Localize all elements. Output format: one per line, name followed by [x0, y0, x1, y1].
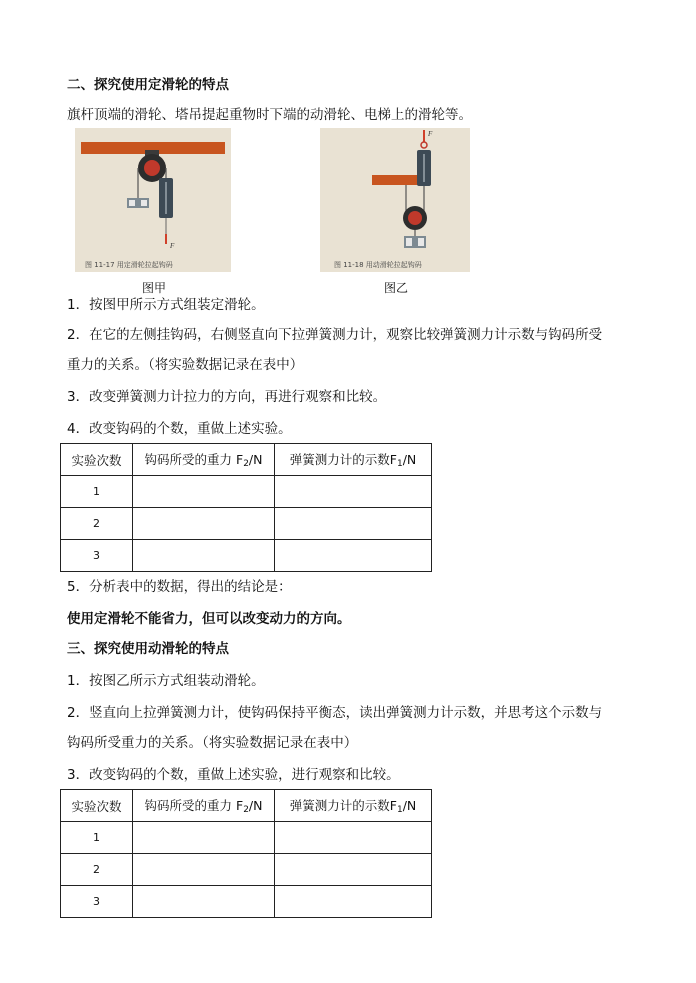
movable-pulley-table	[60, 789, 432, 918]
weight-cell[interactable]	[133, 540, 275, 572]
section3-step-1: 1．按图乙所示方式组装动滑轮。	[67, 673, 265, 689]
reading-cell[interactable]	[275, 886, 432, 918]
section3-step-2: 2．竖直向上拉弹簧测力计，使钩码保持平衡态，读出弹簧测力计示数，并思考这个示数与	[67, 705, 603, 721]
section2-step-1: 1．按图甲所示方式组装定滑轮。	[67, 297, 265, 313]
figure-b-caption: 图乙	[384, 281, 409, 295]
reading-cell[interactable]	[275, 476, 432, 508]
fixed-pulley-illustration	[75, 128, 231, 272]
movable-pulley-illustration	[320, 128, 470, 272]
weight-cell[interactable]	[133, 854, 275, 886]
header-trial: 实验次数	[61, 790, 133, 822]
weight-cell[interactable]	[133, 886, 275, 918]
table-header-row	[61, 444, 432, 476]
header-reading-text: 弹簧测力计的示数F	[289, 798, 397, 813]
section2-step-3: 3．改变弹簧测力计拉力的方向，再进行观察和比较。	[67, 389, 387, 405]
figure-movable-pulley	[320, 128, 470, 272]
table-header-row	[61, 790, 432, 822]
header-weight	[133, 444, 275, 476]
header-weight-unit: /N	[248, 452, 263, 467]
table-row	[61, 508, 432, 540]
weight-cell[interactable]	[133, 822, 275, 854]
table-row	[61, 886, 432, 918]
header-weight-text: 钩码所受的重力 F	[144, 798, 244, 813]
figure-fixed-pulley	[75, 128, 231, 272]
header-reading-text: 弹簧测力计的示数F	[289, 452, 397, 467]
trial-number: 2	[61, 508, 133, 540]
table-row	[61, 854, 432, 886]
section3-step-3: 3．改变钩码的个数，重做上述实验，进行观察和比较。	[67, 767, 400, 783]
section2-conclusion: 使用定滑轮不能省力，但可以改变动力的方向。	[67, 611, 351, 627]
header-weight-sub: 2	[243, 459, 249, 469]
trial-number: 3	[61, 540, 133, 572]
figure-b-inner-label: 图 11-18 用动滑轮拉起钩码	[334, 261, 422, 269]
section2-title: 二、探究使用定滑轮的特点	[67, 77, 229, 93]
section2-step-4: 4．改变钩码的个数，重做上述实验。	[67, 421, 292, 437]
header-reading	[275, 790, 432, 822]
force-label-b: F	[428, 130, 433, 138]
fixed-pulley-table	[60, 443, 432, 572]
trial-number: 1	[61, 476, 133, 508]
reading-cell[interactable]	[275, 822, 432, 854]
reading-cell[interactable]	[275, 854, 432, 886]
header-weight-text: 钩码所受的重力 F	[144, 452, 244, 467]
force-label-a: F	[170, 242, 175, 250]
header-weight	[133, 790, 275, 822]
header-reading-unit: /N	[402, 798, 417, 813]
section2-step-2-cont: 重力的关系。（将实验数据记录在表中）	[67, 357, 304, 373]
reading-cell[interactable]	[275, 540, 432, 572]
trial-number: 3	[61, 886, 133, 918]
header-reading	[275, 444, 432, 476]
table-row	[61, 822, 432, 854]
header-trial: 实验次数	[61, 444, 133, 476]
header-weight-sub: 2	[243, 805, 249, 815]
weight-cell[interactable]	[133, 508, 275, 540]
header-reading-sub: 1	[396, 459, 403, 469]
weight-cell[interactable]	[133, 476, 275, 508]
table-row	[61, 476, 432, 508]
trial-number: 2	[61, 854, 133, 886]
section2-step-5: 5．分析表中的数据，得出的结论是：	[67, 579, 292, 595]
reading-cell[interactable]	[275, 508, 432, 540]
figure-a-inner-label: 图 11-17 用定滑轮拉起钩码	[85, 261, 173, 269]
header-reading-sub: 1	[396, 805, 403, 815]
section2-intro: 旗杆顶端的滑轮、塔吊提起重物时下端的动滑轮、电梯上的滑轮等。	[67, 107, 472, 123]
header-reading-unit: /N	[402, 452, 417, 467]
section3-step-2-cont: 钩码所受重力的关系。（将实验数据记录在表中）	[67, 735, 358, 751]
section3-title: 三、探究使用动滑轮的特点	[67, 641, 229, 657]
section2-step-2: 2．在它的左侧挂钩码，右侧竖直向下拉弹簧测力计，观察比较弹簧测力计示数与钩码所受	[67, 327, 603, 343]
trial-number: 1	[61, 822, 133, 854]
table-row	[61, 540, 432, 572]
figure-a-caption: 图甲	[142, 281, 167, 295]
header-weight-unit: /N	[248, 798, 263, 813]
